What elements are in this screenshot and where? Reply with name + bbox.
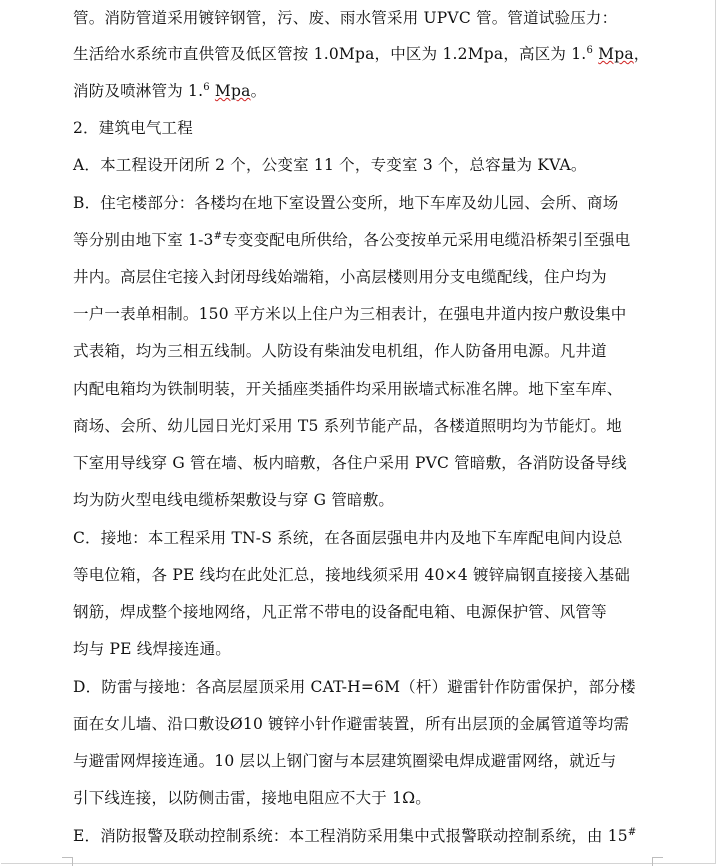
superscript-text: 6: [203, 81, 210, 93]
text-line: [73, 267, 607, 287]
text-line: [73, 118, 193, 138]
text-line: [73, 193, 618, 213]
text-run: C．接地：本工程采用 TN-S 系统，在各面层强电井内及地下车库配电间内设总: [73, 529, 623, 547]
text-run: 消防及喷淋管为 1.: [73, 82, 204, 100]
text-line: [73, 639, 231, 659]
superscript-text: 6: [586, 44, 594, 56]
text-run: 专变变配电所供给，各公变按单元采用电缆沿桥架引至强电: [222, 231, 631, 249]
text-line: [73, 341, 607, 361]
text-run: 引下线连接，以防侧击雷，接地电阻应不大于 1Ω。: [73, 789, 431, 807]
text-run: 与避雷网焊接连通。10 层以上钢门窗与本层建筑圈梁电焊成避雷网络，就近与: [73, 752, 617, 770]
text-run: 式表箱，均为三相五线制。人防设有柴油发电机组，作人防备用电源。凡井道: [73, 342, 607, 360]
text-line: [73, 677, 636, 697]
text-line: [73, 230, 630, 250]
text-run: 一户一表单相制。150 平方米以上住户为三相表计，在强电井道内按户敷设集中: [73, 305, 627, 323]
text-run: A．本工程设开闭所 2 个，公变室 11 个，专变室 3 个，总容量为 KVA。: [73, 156, 587, 174]
text-run: 管。消防管道采用镀锌钢管，污、废、雨水管采用 UPVC 管。管道试验压力：: [73, 9, 618, 27]
text-run: 商场、会所、幼儿园日光灯采用 T5 系列节能产品，各楼道照明均为节能灯。地: [73, 417, 622, 435]
text-run: 生活给水系统市直供管及低区管按 1.0Mpa，中区为 1.2Mpa，高区为 1.: [73, 45, 587, 63]
text-line: [73, 416, 622, 436]
text-line: [73, 565, 630, 585]
text-line: [73, 528, 623, 548]
text-run: 。: [250, 82, 267, 100]
text-run: 均与 PE 线焊接连通。: [73, 640, 231, 658]
text-line: [73, 788, 431, 808]
page-corner-mark-left: [62, 857, 73, 866]
text-line: [73, 490, 394, 510]
superscript-text: #: [213, 230, 223, 242]
text-run: 均为防火型电线电缆桥架敷设与穿 G 管暗敷。: [73, 491, 395, 509]
text-line: [73, 602, 607, 622]
text-line: [73, 751, 616, 771]
spellcheck-flagged-text: Mpa: [214, 82, 251, 100]
text-line: [73, 714, 629, 734]
superscript-text: #: [627, 826, 637, 838]
text-line: [73, 379, 623, 399]
text-run: 面在女儿墙、沿口敷设Ø10 镀锌小针作避雷装置，所有出层顶的金属管道等均需: [73, 715, 630, 733]
text-run: 井内。高层住宅接入封闭母线始端箱，小高层楼则用分支电缆配线，住户均为: [73, 268, 607, 286]
text-run: 2．建筑电气工程: [73, 119, 193, 137]
text-run: 下室用导线穿 G 管在墙、板内暗敷，各住户采用 PVC 管暗敷，各消防设备导线: [73, 454, 627, 472]
text-run: 内配电箱均为铁制明装，开关插座类插件均采用嵌墙式标准名牌。地下室车库、: [73, 380, 623, 398]
text-line: [73, 81, 266, 101]
text-line: [73, 826, 636, 846]
spellcheck-flagged-text: Mpa: [598, 45, 634, 63]
text-line: [73, 304, 626, 324]
text-run: B．住宅楼部分：各楼均在地下室设置公变所，地下车库及幼儿园、会所、商场: [73, 194, 619, 212]
text-line: [73, 44, 650, 64]
page-corner-mark-right: [652, 857, 663, 866]
text-line: [73, 155, 587, 175]
text-run: 钢筋，焊成整个接地网络，凡正常不带电的设备配电箱、电源保护管、风管等: [73, 603, 607, 621]
text-run: ，: [633, 45, 650, 63]
text-run: 等分别由地下室 1-3: [73, 231, 214, 249]
text-run: 等电位箱，各 PE 线均在此处汇总，接地线须采用 40×4 镀锌扁钢直接接入基础: [73, 566, 631, 584]
text-line: [73, 8, 617, 28]
text-line: [73, 453, 627, 473]
text-run: E．消防报警及联动控制系统：本工程消防采用集中式报警联动控制系统，由 15: [73, 827, 628, 845]
text-run: D．防雷与接地：各高层屋顶采用 CAT-H=6M（杆）避雷针作防雷保护，部分楼: [73, 678, 636, 696]
